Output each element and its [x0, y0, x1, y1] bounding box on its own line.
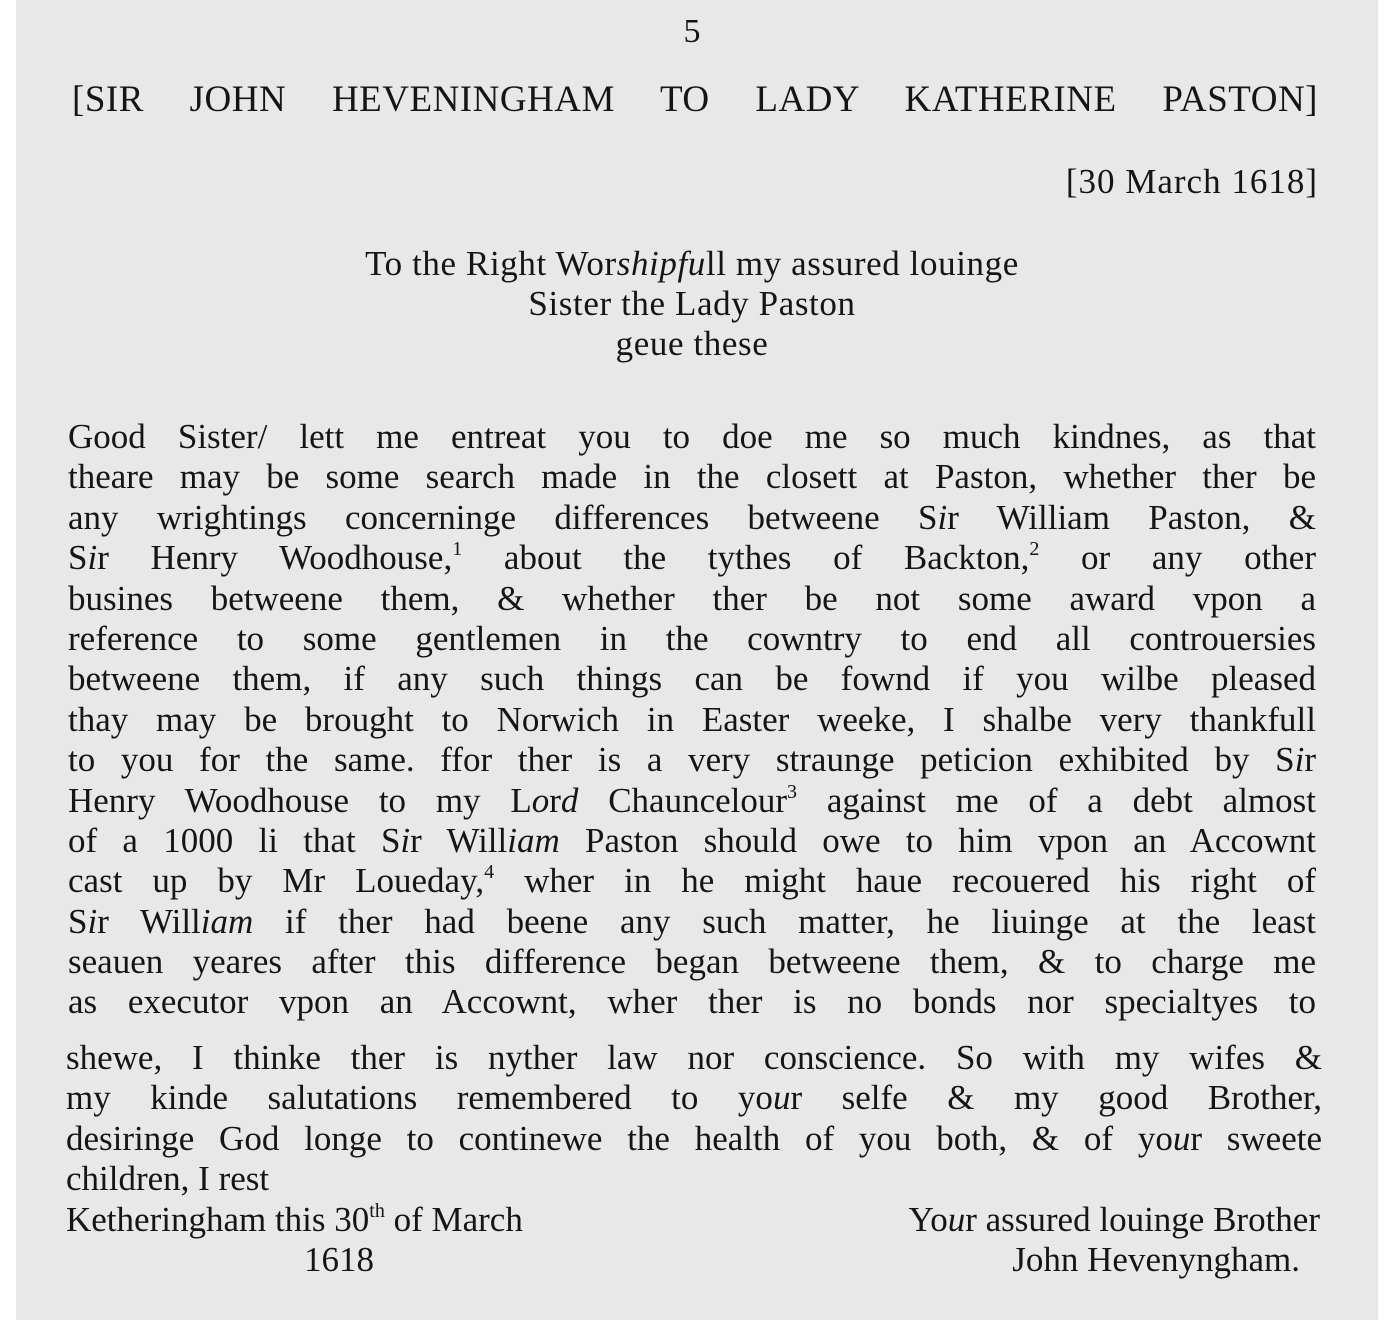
footnote-marker: 1 — [452, 538, 463, 561]
italic-run: iam — [507, 820, 560, 860]
italic-run: i — [1294, 740, 1305, 780]
text-line — [68, 821, 1316, 861]
text-line — [68, 861, 1316, 901]
text-run: children, I rest — [66, 1159, 270, 1199]
text-run: geue these — [615, 324, 769, 363]
text-run: r Henry Woodhouse, — [97, 538, 453, 578]
valediction — [908, 1200, 1320, 1240]
text-line — [66, 1119, 1322, 1159]
text-run: r Will — [410, 820, 508, 860]
text-run: ll my assured louinge — [705, 244, 1019, 283]
text-run: wher in he might haue recouered his right of — [494, 861, 1316, 901]
place-date-line — [66, 1200, 523, 1240]
text-run: thay may be brought to Norwich in Easter weeke, I shalbe very thankfull — [68, 699, 1316, 739]
text-run: desiringe God longe to continewe the health of you both, & of yo — [66, 1118, 1173, 1158]
text-line — [68, 498, 1316, 538]
text-run: if ther had beene any such matter, he liuinge at the least — [253, 901, 1316, 941]
text-run: r Will — [97, 901, 201, 941]
letter-date: [30 March 1618] — [1065, 162, 1318, 201]
text-run: Good Sister/ lett me entreat you to doe me so much kindnes, as that — [68, 417, 1316, 456]
text-run: about the tythes of Backton, — [462, 538, 1030, 578]
italic-run: i — [87, 538, 98, 578]
italic-run: u — [947, 1200, 966, 1239]
text-line — [68, 982, 1316, 1022]
text-run: busines betweene them, & whether ther be not some award vpon a — [68, 578, 1316, 618]
text-run: r assured louinge Brother — [965, 1200, 1320, 1239]
footnote-marker: 3 — [787, 780, 798, 803]
text-run: seauen yeares after this difference began betweene them, & to charge me — [68, 942, 1316, 982]
text-line — [68, 659, 1316, 699]
text-line — [68, 417, 1316, 457]
text-line — [68, 579, 1316, 619]
footnote-marker: 2 — [1029, 538, 1040, 561]
address-block — [0, 244, 1384, 364]
text-run: to you for the same. ffor ther is a very straunge peticion exhibited by S — [68, 740, 1295, 780]
place-and-date — [66, 1200, 523, 1281]
text-line — [66, 1038, 1322, 1078]
text-run: Henry Woodhouse to my L — [68, 780, 532, 820]
text-line — [0, 244, 1384, 284]
text-run: S — [68, 901, 88, 941]
text-run: r — [1304, 740, 1316, 780]
signature-name: John Hevenyngham. — [1012, 1240, 1300, 1280]
italic-run: u — [772, 1078, 791, 1118]
italic-run: u — [1172, 1118, 1191, 1158]
text-run: r — [549, 780, 561, 820]
text-line — [68, 902, 1316, 942]
text-run: of March — [384, 1200, 523, 1239]
italic-run: d — [560, 780, 579, 820]
text-line — [68, 781, 1316, 821]
text-run: any wrightings concerninge differences betweene S — [68, 497, 938, 537]
footnote-marker: 4 — [484, 861, 495, 884]
page-number: 5 — [683, 13, 701, 50]
footnote-marker: th — [369, 1200, 385, 1222]
text-run: Yo — [908, 1200, 948, 1239]
text-line — [68, 700, 1316, 740]
letter-heading: [SIR JOHN HEVENINGHAM TO LADY KATHERINE PASTON] — [72, 79, 1318, 120]
letter-body-part-2 — [66, 1038, 1322, 1200]
text-run: as executor vpon an Accownt, wher ther is no bonds nor specialtyes to — [68, 982, 1316, 1022]
text-run: of a 1000 li that S — [68, 820, 401, 860]
text-run: against me of a debt almost — [797, 780, 1316, 820]
italic-run: iam — [200, 901, 254, 941]
text-run: shewe, I thinke ther is nyther law nor conscience. So with my wifes & — [66, 1038, 1322, 1077]
letter-body-part-1 — [68, 417, 1316, 1023]
text-run: S — [68, 538, 88, 578]
italic-run: i — [87, 901, 98, 941]
text-line — [0, 324, 1384, 364]
italic-run: shipfu — [616, 244, 706, 283]
closing-year: 1618 — [304, 1240, 374, 1280]
text-run: reference to some gentlemen in the cowntry to end all controuersies — [68, 618, 1316, 658]
text-line — [66, 1159, 1322, 1199]
text-run: Paston should owe to him vpon an Accownt — [559, 820, 1316, 860]
text-line — [66, 1078, 1322, 1118]
text-line — [68, 457, 1316, 497]
text-run: Chauncelour — [578, 780, 788, 820]
text-line — [0, 284, 1384, 324]
text-run: r selfe & my good Brother, — [790, 1078, 1322, 1118]
text-run: my kinde salutations remembered to yo — [66, 1078, 773, 1118]
text-line — [68, 619, 1316, 659]
text-run: betweene them, if any such things can be fownd if you wilbe pleased — [68, 659, 1316, 699]
text-run: or any other — [1039, 538, 1316, 578]
text-run: r William Paston, & — [947, 497, 1316, 537]
text-line — [68, 538, 1316, 578]
text-run: theare may be some search made in the closett at Paston, whether ther be — [68, 457, 1316, 497]
text-run: To the Right Wor — [365, 244, 617, 283]
text-run: Ketheringham this 30 — [66, 1200, 370, 1239]
italic-run: i — [400, 820, 411, 860]
text-run: r sweete — [1190, 1118, 1322, 1158]
italic-run: i — [937, 497, 948, 537]
italic-run: o — [531, 780, 550, 820]
text-line — [68, 942, 1316, 982]
signature-block — [908, 1200, 1320, 1281]
text-line — [68, 740, 1316, 780]
text-run: cast up by Mr Loueday, — [68, 861, 485, 901]
text-run: Sister the Lady Paston — [528, 284, 856, 323]
